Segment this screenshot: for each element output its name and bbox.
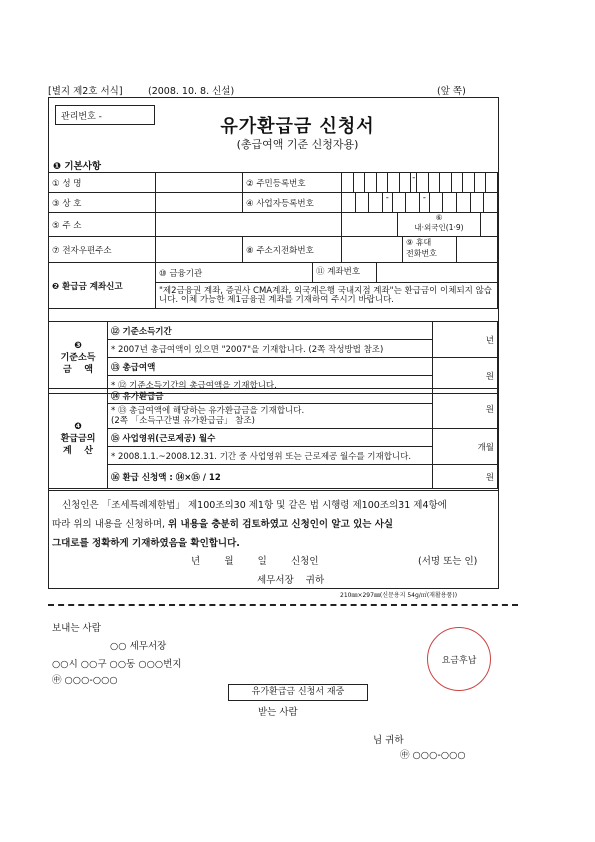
brn-label: ④ 사업자등록번호 — [243, 193, 342, 213]
rrn-field[interactable]: - — [342, 173, 498, 193]
company-field[interactable] — [156, 193, 243, 213]
period-label: ⑫ 기준소득기간 — [108, 322, 433, 340]
paper-spec: 210㎜×297㎜(신문용지 54g/㎡(재활용품)) — [340, 592, 458, 599]
page-title: 유가환급금 신청서 — [220, 116, 375, 137]
section-basic-heading: ❶ 기본사항 — [53, 161, 102, 172]
period-note: * 2007년 총급여액이 있으면 "2007"을 기재합니다. (2쪽 작성방법 참조) — [108, 340, 433, 358]
form-label: [별지 제2호 서식] — [48, 86, 123, 97]
mobile-label: ⑨ 휴대 전화번호 — [403, 237, 457, 262]
name-label: ① 성 명 — [49, 173, 156, 193]
mobile-field[interactable] — [457, 237, 497, 262]
recipient-zip: ㊥ ○○○-○○○ — [400, 750, 466, 761]
apply-field[interactable]: 원 — [433, 465, 498, 489]
months-label: ⑮ 사업영위(근로제공) 월수 — [108, 429, 433, 447]
company-label: ③ 상 호 — [49, 193, 156, 213]
bank-label: ⑩ 금융기관 — [156, 263, 313, 283]
declaration-date: 년 월 일 신청인 — [191, 556, 319, 567]
income-table — [48, 321, 498, 394]
address-label: ⑤ 주 소 — [49, 213, 156, 237]
email-label: ⑦ 전자우편주소 — [49, 237, 156, 263]
total-label: ⑬ 총급여액 — [108, 358, 433, 376]
name-field[interactable] — [156, 173, 243, 193]
cut-line — [48, 604, 518, 606]
declaration-addressee: 세무서장 귀하 — [257, 575, 325, 586]
refund-label: ⑭ 유가환급금 — [108, 389, 433, 404]
brn-field[interactable]: - - — [342, 193, 498, 213]
home-phone-label: ⑧ 주소지전화번호 — [243, 237, 342, 263]
account-label: ⑪ 계좌번호 — [313, 263, 377, 282]
account-note: "제2금융권 계좌, 증권사 CMA계좌, 외국계은행 국내지점 계좌"는 환급금이 이체되지 않습니다. 이체 가능한 제1금융권 계좌를 기재하여 주시기 바랍니다. — [156, 283, 498, 309]
established-date: (2008. 10. 8. 신설) — [148, 86, 235, 97]
account-section-heading: ❷ 환급금 계좌신고 — [49, 263, 156, 309]
period-field[interactable]: 년 — [433, 322, 498, 358]
declaration-line1: 신청인은 「조세특례제한법」 제100조의30 제1항 및 같은 법 시행령 제100조의31 제4항에 — [62, 500, 447, 511]
nationality-label: ⑥ 내·외국인(1·9) — [398, 213, 481, 236]
recipient-name: 님 귀하 — [373, 735, 404, 746]
declaration-line2: 따라 위의 내용을 신청하며, 위 내용을 충분히 검토하였고 신청인이 알고 있는 사실 — [52, 519, 394, 530]
sender-zip: ㊥ ○○○-○○○ — [52, 675, 118, 686]
total-field[interactable]: 원 — [433, 358, 498, 394]
calc-table — [48, 388, 498, 489]
declaration-line3: 그대로를 정확하게 기재하였음을 확인합니다. — [52, 538, 240, 549]
basic-info-table — [48, 172, 498, 263]
management-number-box[interactable]: 관리번호 - — [55, 105, 155, 125]
account-field[interactable] — [377, 263, 497, 282]
sender-office: ○○ 세무서장 — [110, 641, 167, 652]
home-phone-field[interactable] — [342, 237, 403, 262]
page-side: (앞 쪽) — [437, 86, 466, 97]
recipient-label: 받는 사람 — [258, 707, 298, 718]
sender-address: ○○시 ○○구 ○○동 ○○○번지 — [52, 659, 182, 670]
sender-label: 보내는 사람 — [52, 623, 101, 634]
nationality-field[interactable] — [481, 213, 497, 236]
apply-label: ⑯ 환급 신청액 : ⑭×⑮ / 12 — [108, 465, 433, 489]
refund-note: * ⑬ 총급여액에 해당하는 유가환급금을 기재합니다. (2쪽 「소득구간별 유가환급금」 참조) — [108, 404, 433, 429]
address-field[interactable] — [156, 213, 342, 237]
months-field[interactable]: 개월 — [433, 429, 498, 465]
total-note: * ⑫ 기준소득기간의 총급여액을 기재합니다. — [108, 376, 433, 394]
rrn-label: ② 주민등록번호 — [243, 173, 342, 193]
income-section-heading: ❸ 기준소득 금 액 — [49, 322, 108, 394]
months-note: * 2008.1.1.~2008.12.31. 기간 중 사업영위 또는 근로제공 월수를 기재합니다. — [108, 447, 433, 465]
page-subtitle: (총급여액 기준 신청자용) — [236, 138, 359, 151]
enclosed-doc-box: 유가환급금 신청서 재중 — [228, 684, 368, 701]
calc-section-heading: ❹ 환급금의 계 산 — [49, 389, 108, 489]
postage-stamp: 요금후납 — [427, 627, 491, 691]
refund-field[interactable]: 원 — [433, 389, 498, 429]
account-table — [48, 262, 498, 309]
email-field[interactable] — [156, 237, 243, 263]
signature-field[interactable]: (서명 또는 인) — [418, 556, 478, 567]
